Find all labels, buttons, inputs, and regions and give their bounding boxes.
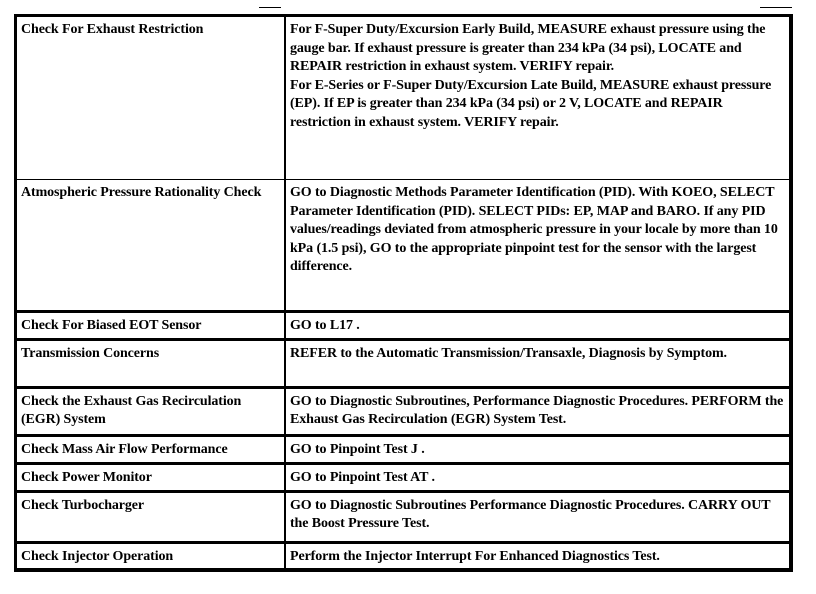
- condition-cell: Atmospheric Pressure Rationality Check: [16, 180, 286, 312]
- action-text: GO to Diagnostic Subroutines, Performance Diagnostic Procedures. PERFORM the Exhaust Gas Recirculation (EGR) System Test.: [290, 393, 784, 428]
- action-cell: [285, 542, 791, 570]
- action-text: REFER to the Automatic Transmission/Transaxle, Diagnosis by Symptom.: [290, 345, 727, 361]
- action-cell: [285, 463, 791, 491]
- diagnosis-table: [14, 14, 793, 572]
- table-row: [16, 312, 792, 340]
- action-text: GO to L17 .: [290, 318, 360, 333]
- table-row: [16, 491, 792, 542]
- action-text: GO to Diagnostic Methods Parameter Identification (PID). With KOEO, SELECT Parameter Identification (PID). SELECT PIDs: EP, MAP and BARO. If any PID values/readings deviated from atmospheric pressure in your locale by more than 10 kPa (1.5 psi), GO to the appropriate pinpoint test for the sensor with the largest difference.: [290, 185, 778, 275]
- condition-cell: Check For Biased EOT Sensor: [16, 312, 286, 340]
- table-row: [16, 387, 792, 435]
- condition-cell: Check Mass Air Flow Performance: [16, 435, 286, 463]
- action-text: GO to Diagnostic Subroutines Performance Diagnostic Procedures. CARRY OUT the Boost Pressure Test.: [290, 497, 771, 532]
- table-row: [16, 435, 792, 463]
- condition-cell: Check For Exhaust Restriction: [16, 16, 286, 180]
- action-cell: [285, 435, 791, 463]
- condition-cell: Check Turbocharger: [16, 491, 286, 542]
- condition-cell: Transmission Concerns: [16, 339, 286, 387]
- condition-cell: Check the Exhaust Gas Recirculation (EGR) System: [16, 387, 286, 435]
- table-row: [16, 542, 792, 570]
- action-cell: [285, 339, 791, 387]
- condition-cell: Check Power Monitor: [16, 463, 286, 491]
- action-cell: [285, 180, 791, 312]
- table-row: [16, 16, 792, 180]
- action-text: For E-Series or F-Super Duty/Excursion Late Build, MEASURE exhaust pressure (EP). If EP is greater than 234 kPa (34 psi) or 2 V, LOCATE and REPAIR restriction in exhaust system. VERIFY repair.: [290, 77, 772, 130]
- table-row: [16, 463, 792, 491]
- action-text: Perform the Injector Interrupt For Enhanced Diagnostics Test.: [290, 548, 660, 564]
- top-edge-marks: [0, 7, 816, 13]
- action-cell: [285, 16, 791, 180]
- action-text: GO to Pinpoint Test AT .: [290, 469, 435, 485]
- action-cell: [285, 312, 791, 340]
- action-cell: [285, 491, 791, 542]
- condition-cell: Check Injector Operation: [16, 542, 286, 570]
- action-cell: [285, 387, 791, 435]
- action-text: GO to Pinpoint Test J .: [290, 441, 425, 457]
- table-row: [16, 339, 792, 387]
- action-text: For F-Super Duty/Excursion Early Build, MEASURE exhaust pressure using the gauge bar. If exhaust pressure is greater than 234 kPa (34 psi), LOCATE and REPAIR restriction in exhaust system. VERIFY repair.: [290, 22, 766, 75]
- table-row: [16, 180, 792, 312]
